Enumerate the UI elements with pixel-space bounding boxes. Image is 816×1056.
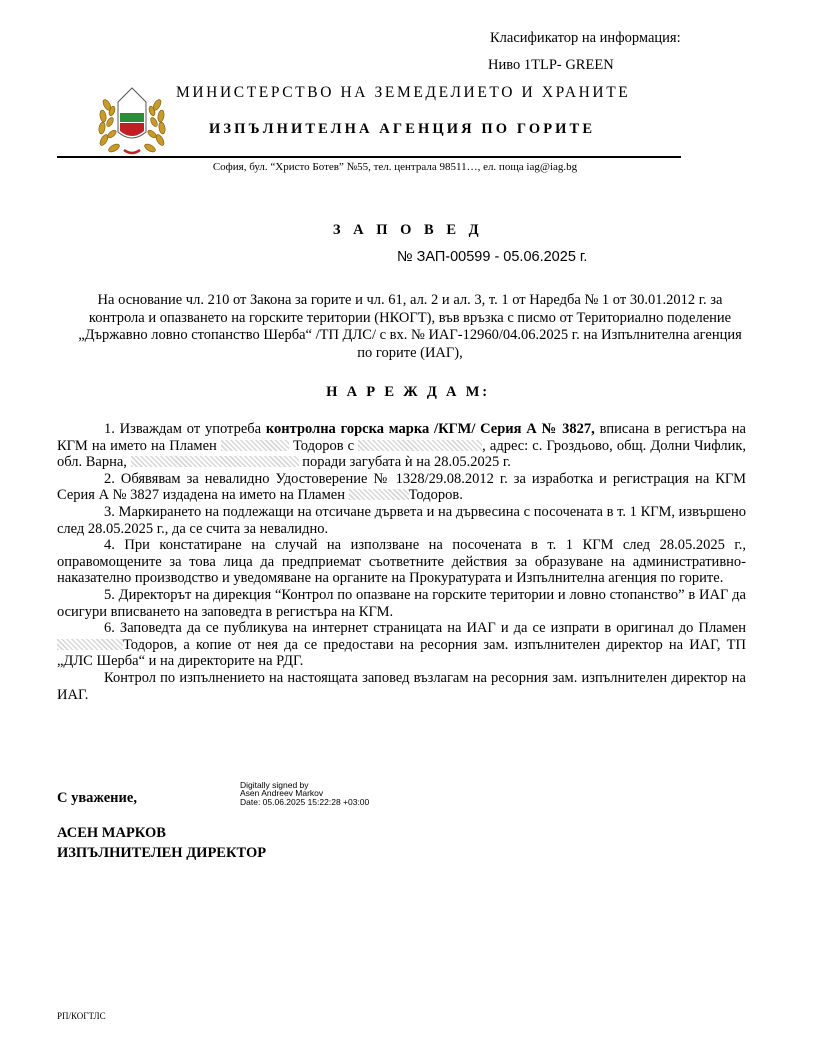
item-3: 3. Маркирането на подлежащи на отсичане дървета и на дървесина с посочената в т. 1 КГМ, извършено след 28.05.2025 г., да се счита за невалидно.	[57, 503, 746, 537]
digital-signature-block	[240, 781, 369, 806]
item-1-text-d: , адрес: с. Гроздьово, общ. Долни Чифлик, обл. Варна,	[57, 437, 747, 471]
agency-name: ИЗПЪЛНИТЕЛНА АГЕНЦИЯ ПО ГОРИТЕ	[209, 121, 596, 137]
signature-line-2: Asen Andreev Markov	[240, 788, 324, 799]
signature-line-1: Digitally signed by	[240, 780, 309, 790]
item-2	[57, 471, 746, 504]
item-1-text-c: Тодоров с	[292, 437, 355, 454]
item-4: 4. При констатиране на случай на използване на посочената в т. 1 КГМ след 28.05.2025 г., оправомощените за това лица да предприемат съответните действия за образуване на административно-наказателно производство и уведомяване на органите на Прокуратурата и Изпълнителна агенция по горите.	[57, 537, 746, 587]
order-number: № ЗАП-00599 - 05.06.2025 г.	[397, 249, 588, 265]
order-heading: Н А Р Е Ж Д А М:	[326, 384, 490, 400]
item-1-text-b: вписана в регистъра на КГМ на името на Пламен	[57, 421, 746, 454]
item-1-text-a: 1. Изваждам от употреба	[104, 421, 266, 437]
agency-address: София, бул. “Христо Ботев” №55, тел. централа 98511…, ел. поща iag@iag.bg	[212, 161, 578, 173]
item-2-text-b: Тодоров.	[408, 487, 463, 504]
classifier-label: Класификатор на информация:	[490, 30, 681, 46]
item-6-text-b: Тодоров, а копие от нея да се предостави на ресорния зам. изпълнителен директор на ИАГ, ТП „ДЛС Шерба“ и на директорите на РДГ.	[57, 636, 746, 670]
redacted-name	[221, 440, 289, 451]
redacted-name	[349, 489, 409, 500]
classification-level: Ниво 1TLP- GREEN	[488, 57, 614, 73]
redacted-address	[131, 456, 299, 467]
item-1-text-e: поради загубата ѝ на 28.05.2025 г.	[298, 454, 511, 471]
redacted-name	[57, 639, 123, 650]
ministry-name: МИНИСТЕРСТВО НА ЗЕМЕДЕЛИЕТО И ХРАНИТЕ	[176, 84, 631, 101]
closing-regards: С уважение,	[57, 790, 137, 806]
footer-code: РП/КОГТЛС	[57, 1011, 106, 1021]
signer-title: ИЗПЪЛНИТЕЛЕН ДИРЕКТОР	[57, 845, 267, 861]
redacted-id	[358, 440, 482, 451]
item-1	[57, 421, 746, 471]
document-title: З А П О В Е Д	[332, 222, 484, 238]
item-2-text-a: 2. Обявявам за невалидно Удостоверение № 1328/29.08.2012 г. за изработка и регистрация на КГМ Серия А № 3827 издадена на името на Пламен	[57, 470, 746, 504]
signature-line-3: Date: 05.06.2025 15:22:28 +03:00	[240, 796, 370, 807]
item-6	[57, 620, 746, 670]
item-1-bold-text: контролна горска марка /КГМ/ Серия А № 3827,	[265, 421, 595, 437]
signer-name: АСЕН МАРКОВ	[57, 825, 166, 841]
item-7: Контрол по изпълнението на настоящата заповед възлагам на ресорния зам. изпълнителен директор на ИАГ.	[57, 669, 746, 703]
item-6-text-a: 6. Заповедта да се публикува на интернет страницата на ИАГ и да се изпрати в оригинал до Пламен	[104, 620, 746, 637]
item-5: 5. Директорът на дирекция “Контрол по опазване на горските територии и ловно стопанство” в ИАГ да осигури вписването на заповедта в регистъра на КГМ.	[57, 586, 746, 620]
preamble-text: На основание чл. 210 от Закона за горите и чл. 61, ал. 2 и ал. 3, т. 1 от Наредба № 1 от 30.01.2012 г. за контрола и опазването на горските територии (НКОГТ), във връзка с писмо от Териториално поделение „Държавно ловно стопанство Шерба“ /ТП ДЛС/ с вх. № ИАГ-12960/04.06.2025 г. на Изпълнителна агенция по горите (ИАГ),	[78, 292, 742, 361]
ministry-logo-icon	[94, 80, 170, 158]
order-items	[57, 421, 746, 703]
header-divider	[57, 156, 681, 158]
